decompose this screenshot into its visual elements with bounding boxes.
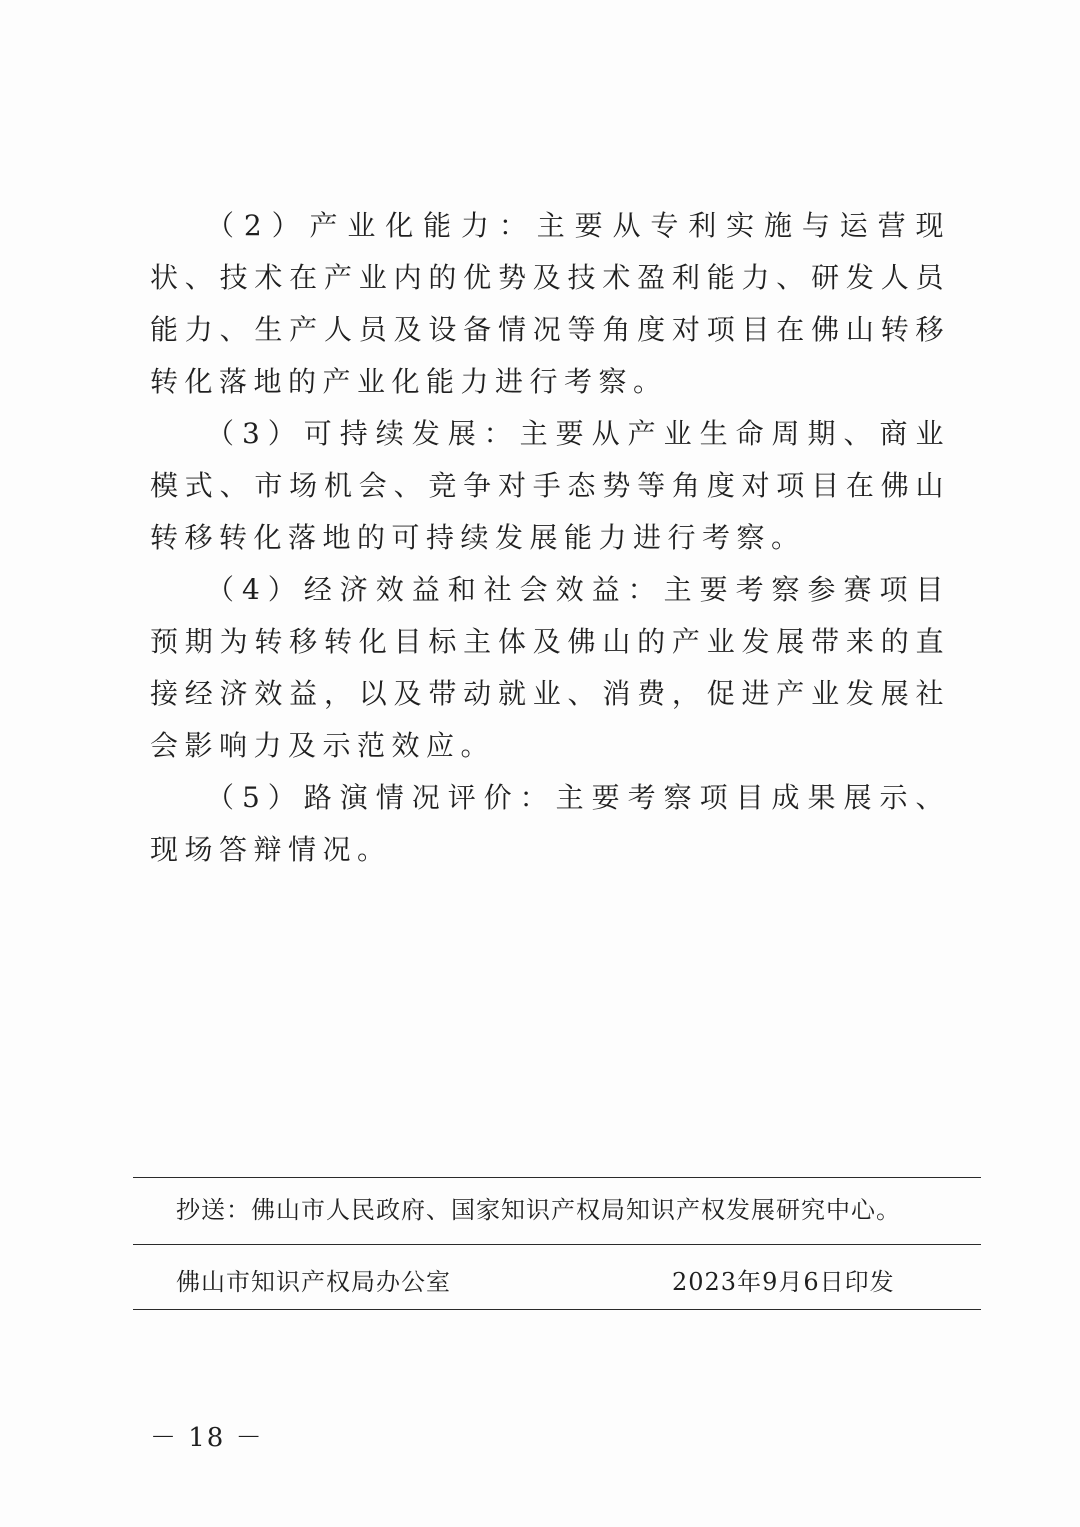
cc-line: 抄送：佛山市人民政府、国家知识产权局知识产权发展研究中心。 xyxy=(176,1196,901,1224)
divider-bottom xyxy=(133,1309,981,1310)
divider-middle xyxy=(133,1244,981,1245)
body-text xyxy=(150,200,950,876)
paragraph-benefits: （4）经济效益和社会效益：主要考察参赛项目预期为转移转化目标主体及佛山的产业发展带来的直接经济效益，以及带动就业、消费，促进产业发展社会影响力及示范效应。 xyxy=(150,573,950,762)
issue-date: 2023年9月6日印发 xyxy=(672,1268,895,1296)
issuing-office: 佛山市知识产权局办公室 xyxy=(176,1268,451,1296)
paragraph-industrialization: （2）产业化能力：主要从专利实施与运营现状、技术在产业内的优势及技术盈利能力、研发人员能力、生产人员及设备情况等角度对项目在佛山转移转化落地的产业化能力进行考察。 xyxy=(150,209,950,398)
paragraph-sustainability: （3）可持续发展：主要从产业生命周期、商业模式、市场机会、竞争对手态势等角度对项目在佛山转移转化落地的可持续发展能力进行考察。 xyxy=(150,417,950,554)
paragraph-roadshow: （5）路演情况评价：主要考察项目成果展示、现场答辩情况。 xyxy=(150,781,950,866)
page-number: － 18 － xyxy=(150,1423,264,1453)
divider-top xyxy=(133,1177,981,1178)
